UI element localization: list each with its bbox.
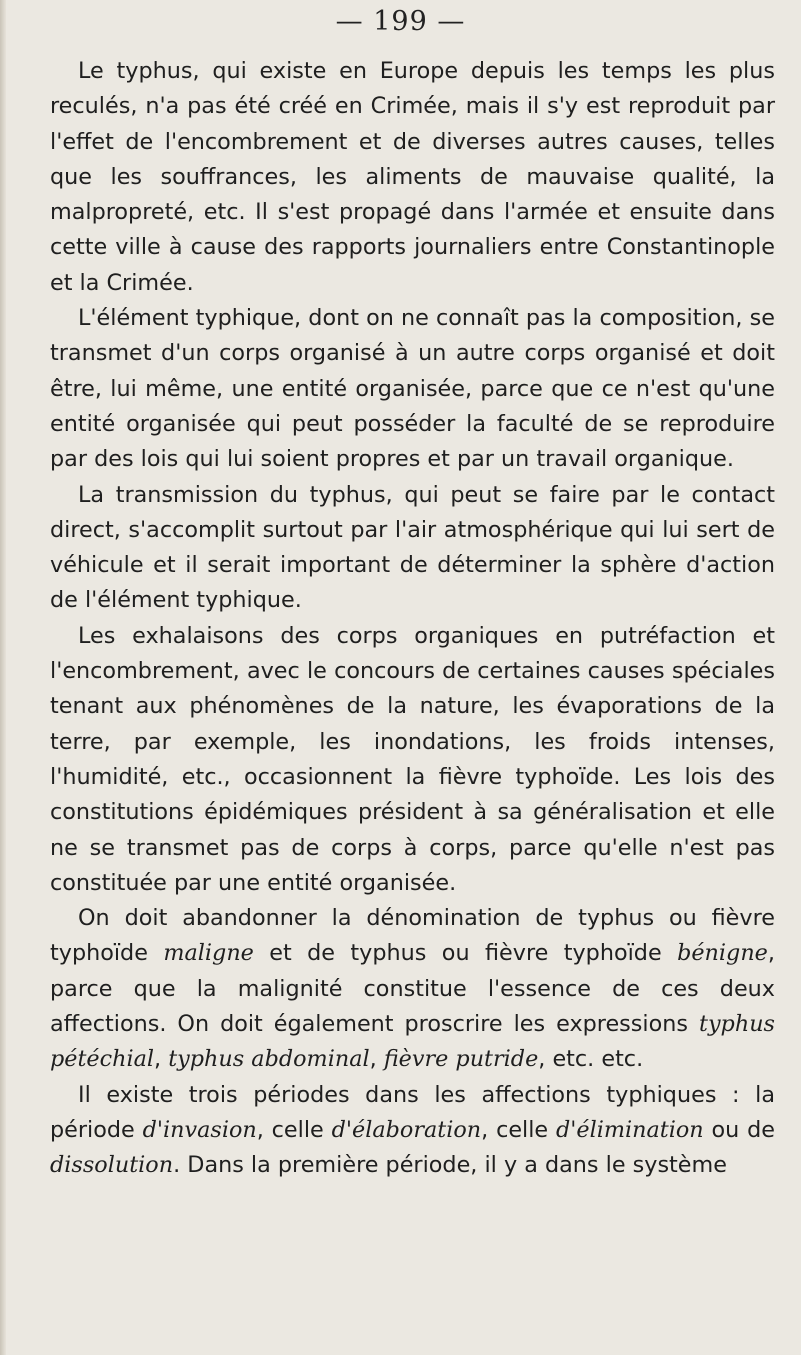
text-run: ou de	[703, 1116, 775, 1143]
italic-term: maligne	[163, 940, 254, 967]
text-run: ,	[154, 1046, 169, 1073]
body-text	[50, 54, 775, 1184]
italic-term: dissolution	[50, 1152, 174, 1179]
text-run: La transmission du typhus, qui peut se faire par le contact direct, s'accomplit surtout par l'air atmosphérique qui lui sert de véhicule et il serait important de déterminer la sphère d'action de l'élément typhique.	[50, 481, 775, 614]
text-run: Il existe trois périodes dans les affections typhiques : la période	[50, 1081, 775, 1143]
paragraph	[50, 301, 775, 477]
italic-term: typhus pétéchial	[50, 1011, 775, 1073]
page-number: — 199 —	[335, 6, 466, 37]
italic-term: fièvre putride	[383, 1046, 539, 1073]
page-binding-edge	[0, 0, 6, 1355]
text-run: et de typhus ou fièvre typhoïde	[253, 940, 678, 967]
italic-term: typhus abdominal	[168, 1046, 370, 1073]
text-run: Le typhus, qui existe en Europe depuis les temps les plus reculés, n'a pas été créé en Crimée, mais il s'y est reproduit par l'effet de l'encombrement et de diverses autres causes, telles que les souffrances, les aliments de mauvaise qualité, la malpropreté, etc. Il s'est propagé dans l'armée et ensuite dans cette ville à cause des rapports journaliers entre Constantinople et la Crimée.	[50, 58, 775, 296]
paragraph	[50, 1078, 775, 1184]
text-run: , celle	[481, 1116, 556, 1143]
italic-term: d'élimination	[555, 1116, 704, 1143]
paragraph	[50, 901, 775, 1077]
text-run: L'élément typhique, dont on ne connaît pas la composition, se transmet d'un corps organisé à un autre corps organisé et doit être, lui même, une entité organisée, parce que ce n'est qu'une entité organisée qui peut posséder la faculté de se reproduire par des lois qui lui soient propres et par un travail organique.	[50, 305, 775, 473]
italic-term: d'élaboration	[331, 1116, 482, 1143]
text-run: , celle	[256, 1116, 332, 1143]
text-run: , parce que la malignité constitue l'essence de ces deux affections. On doit également proscrire les expressions	[50, 940, 775, 1038]
text-run: On doit abandonner la dénomination de typhus ou fièvre typhoïde	[50, 905, 775, 967]
paragraph	[50, 478, 775, 619]
italic-term: d'invasion	[142, 1116, 257, 1143]
text-run: ,	[369, 1046, 384, 1073]
paragraph	[50, 54, 775, 301]
italic-term: bénigne	[677, 940, 768, 967]
text-run: Les exhalaisons des corps organiques en putréfaction et l'encombrement, avec le concours de certaines causes spéciales tenant aux phénomènes de la nature, les évaporations de la terre, par exemple, les inondations, les froids intenses, l'humidité, etc., occasionnent la fièvre typhoïde. Les lois des constitutions épidémiques président à sa généralisation et elle ne se transmet pas de corps à corps, parce qu'elle n'est pas constituée par une entité organisée.	[50, 622, 775, 896]
text-run: , etc. etc.	[538, 1046, 644, 1073]
text-run: . Dans la première période, il y a dans le système	[173, 1152, 727, 1179]
paragraph	[50, 619, 775, 901]
